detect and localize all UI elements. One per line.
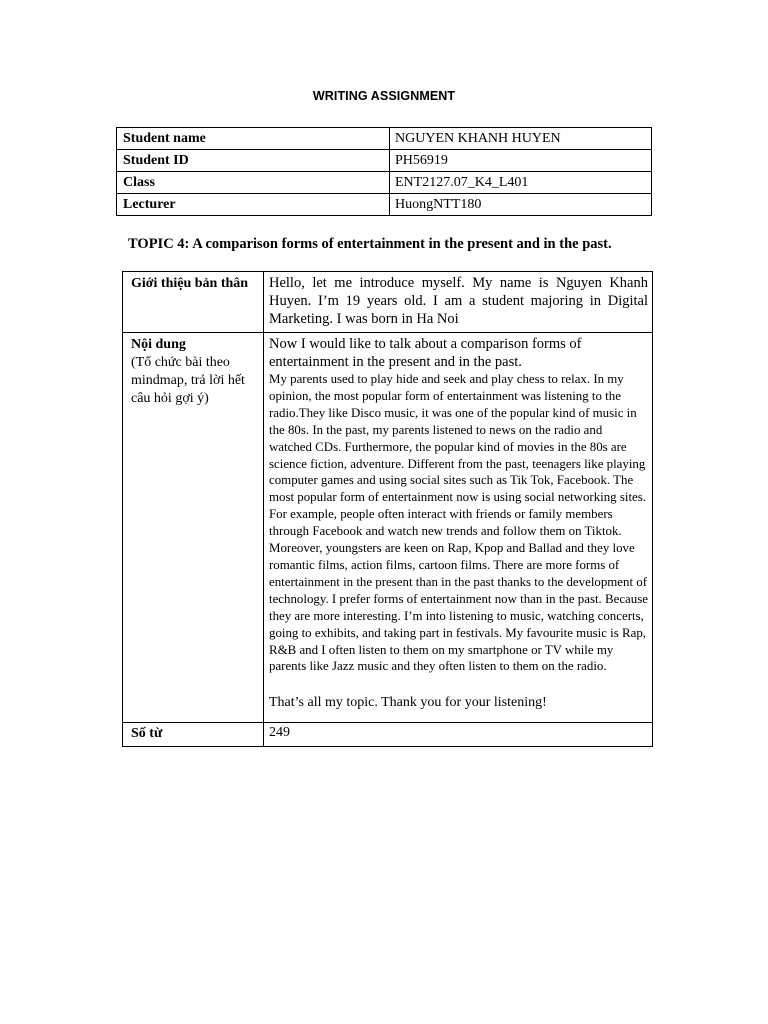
table-row bbox=[117, 194, 652, 216]
content-first-sentence: Now I would like to talk about a comparison forms of entertainment in the present and in the past. bbox=[269, 336, 582, 370]
assignment-content-table bbox=[122, 271, 653, 747]
student-name-label: Student name bbox=[117, 128, 390, 150]
intro-label-cell bbox=[123, 272, 264, 333]
intro-text: Hello, let me introduce myself. My name is Nguyen Khanh Huyen. I’m 19 years old. I am a student majoring in Digital Marketing. I was born in Ha Noi bbox=[269, 275, 648, 327]
table-row bbox=[123, 272, 653, 333]
student-info-table bbox=[116, 127, 652, 216]
student-name-value: NGUYEN KHANH HUYEN bbox=[390, 128, 652, 150]
content-text-cell bbox=[264, 333, 653, 723]
table-row bbox=[117, 128, 652, 150]
intro-text-cell bbox=[264, 272, 653, 333]
content-hint: (Tổ chức bài theo mindmap, trả lời hết câu hỏi gợi ý) bbox=[131, 355, 245, 406]
table-row bbox=[123, 333, 653, 723]
content-label: Nội dung bbox=[131, 337, 186, 352]
word-count-value-cell bbox=[264, 723, 653, 747]
content-body-text: My parents used to play hide and seek and play chess to relax. In my opinion, the most popular form of entertainment was listening to the radio.They like Disco music, it was one of the popular kind of music in the 80s. In the past, my parents listened to news on the radio and watched CDs. Furthermore, the popular kind of movies in the 80s are science fiction, adventure. Different from the past, teenagers like playing computer games and using social sites such as Tik Tok, Facebook. The most popular form of entertainment now is using social networking sites. For example, people often interact with friends or family members through Facebook and watch new trends and follow them on Tiktok. Moreover, youngsters are keen on Rap, Kpop and Ballad and they love romantic films, action films, cartoon films. There are more forms of entertainment in the present than in the past thanks to the development of technology. I prefer forms of entertainment now than in the past. Because they are more interesting. I’m into listening to music, watching concerts, going to exhibits, and taking part in festivals. My favourite music is Rap, R&B and I often listen to them on my smartphone or TV while my parents like Jazz music and they often listen to them on the radio. bbox=[269, 372, 648, 674]
table-row bbox=[117, 172, 652, 194]
word-count-value: 249 bbox=[269, 725, 290, 740]
class-label: Class bbox=[117, 172, 390, 194]
student-id-value: PH56919 bbox=[390, 150, 652, 172]
intro-label: Giới thiệu bản thân bbox=[131, 276, 249, 291]
table-row bbox=[123, 723, 653, 747]
word-count-label: Số từ bbox=[131, 726, 163, 741]
word-count-label-cell bbox=[123, 723, 264, 747]
lecturer-value: HuongNTT180 bbox=[390, 194, 652, 216]
content-label-cell bbox=[123, 333, 264, 723]
class-value: ENT2127.07_K4_L401 bbox=[390, 172, 652, 194]
lecturer-label: Lecturer bbox=[117, 194, 390, 216]
topic-heading: TOPIC 4: A comparison forms of entertainment in the present and in the past. bbox=[128, 236, 612, 252]
table-row bbox=[117, 150, 652, 172]
content-closing-sentence: That’s all my topic. Thank you for your listening! bbox=[269, 695, 547, 710]
student-id-label: Student ID bbox=[117, 150, 390, 172]
page-title: WRITING ASSIGNMENT bbox=[312, 89, 456, 103]
